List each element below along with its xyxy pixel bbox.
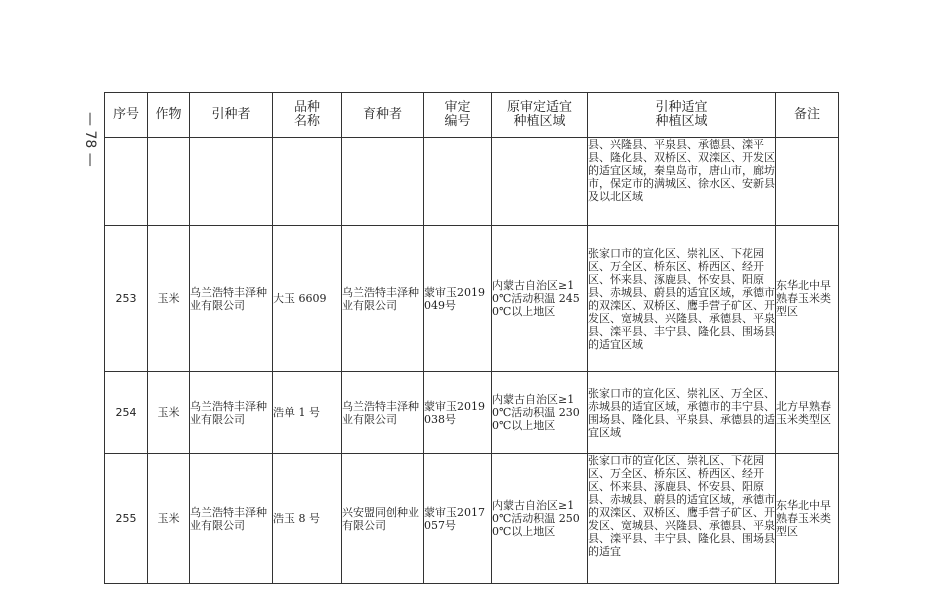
header-seq: 序号 xyxy=(105,93,148,138)
table-row xyxy=(105,454,839,584)
cell-seq: 255 xyxy=(105,454,148,584)
header-note: 备注 xyxy=(776,93,839,138)
cell-seq: 253 xyxy=(105,226,148,372)
cell-orig-region xyxy=(492,138,588,226)
cell-note: 北方早熟春玉米类型区 xyxy=(776,372,839,454)
header-breeder: 育种者 xyxy=(342,93,424,138)
cell-intro-region: 张家口市的宣化区、崇礼区、万全区、赤城县的适宜区域，承德市的丰宁县、围场县、隆化县、平泉县、承德县的适宜区域 xyxy=(588,372,776,454)
cell-intro-region: 县、兴隆县、平泉县、承德县、滦平县、隆化县、双桥区、双滦区、开发区的适宜区域，秦皇岛市，唐山市，廊坊市，保定市的满城区、徐水区、安新县及以北区域 xyxy=(588,138,776,226)
cell-note: 东华北中早熟春玉米类型区 xyxy=(776,454,839,584)
page-number: — 78 — xyxy=(82,112,98,167)
cell-orig-region: 内蒙古自治区≥10℃活动积温 2300℃以上地区 xyxy=(492,372,588,454)
cell-introducer: 乌兰浩特丰泽种业有限公司 xyxy=(190,372,273,454)
cell-breeder xyxy=(342,138,424,226)
header-crop: 作物 xyxy=(148,93,190,138)
cell-orig-region: 内蒙古自治区≥10℃活动积温 2450℃以上地区 xyxy=(492,226,588,372)
cell-breeder: 乌兰浩特丰泽种业有限公司 xyxy=(342,226,424,372)
cell-variety xyxy=(273,138,342,226)
table-row xyxy=(105,372,839,454)
cell-approval xyxy=(424,138,492,226)
cell-note xyxy=(776,138,839,226)
cell-introducer: 乌兰浩特丰泽种业有限公司 xyxy=(190,226,273,372)
table-row xyxy=(105,138,839,226)
cell-seq: 254 xyxy=(105,372,148,454)
header-orig-region: 原审定适宜种植区域 xyxy=(492,93,588,138)
header-introducer: 引种者 xyxy=(190,93,273,138)
cell-variety: 大玉 6609 xyxy=(273,226,342,372)
cell-crop xyxy=(148,138,190,226)
cell-crop: 玉米 xyxy=(148,226,190,372)
table-row xyxy=(105,226,839,372)
header-variety: 品种名称 xyxy=(273,93,342,138)
cell-breeder: 兴安盟同创种业有限公司 xyxy=(342,454,424,584)
cell-breeder: 乌兰浩特丰泽种业有限公司 xyxy=(342,372,424,454)
header-row xyxy=(105,93,839,138)
header-intro-region: 引种适宜种植区域 xyxy=(588,93,776,138)
cell-introducer xyxy=(190,138,273,226)
cell-variety: 浩玉 8 号 xyxy=(273,454,342,584)
cell-intro-region: 张家口市的宣化区、崇礼区、下花园区、万全区、桥东区、桥西区、经开区、怀来县、涿鹿县、怀安县、阳原县、赤城县、蔚县的适宜区域，承德市的双滦区、双桥区、鹰手营子矿区、开发区、宽城县、兴隆县、承德县、平泉县、滦平县、丰宁县、隆化县、围场县的适宜 xyxy=(588,454,776,584)
cell-crop: 玉米 xyxy=(148,372,190,454)
variety-table xyxy=(104,92,839,584)
cell-crop: 玉米 xyxy=(148,454,190,584)
cell-variety: 浩单 1 号 xyxy=(273,372,342,454)
cell-approval: 蒙审玉2019038号 xyxy=(424,372,492,454)
cell-intro-region: 张家口市的宣化区、崇礼区、下花园区、万全区、桥东区、桥西区、经开区、怀来县、涿鹿县、怀安县、阳原县、赤城县、蔚县的适宜区域，承德市的双滦区、双桥区、鹰手营子矿区、开发区、宽城县、兴隆县、承德县、平泉县、滦平县、丰宁县、隆化县、围场县的适宜区域 xyxy=(588,226,776,372)
cell-note: 东华北中早熟春玉米类型区 xyxy=(776,226,839,372)
cell-approval: 蒙审玉2017057号 xyxy=(424,454,492,584)
header-approval: 审定编号 xyxy=(424,93,492,138)
cell-approval: 蒙审玉2019049号 xyxy=(424,226,492,372)
cell-introducer: 乌兰浩特丰泽种业有限公司 xyxy=(190,454,273,584)
cell-seq xyxy=(105,138,148,226)
cell-orig-region: 内蒙古自治区≥10℃活动积温 2500℃以上地区 xyxy=(492,454,588,584)
